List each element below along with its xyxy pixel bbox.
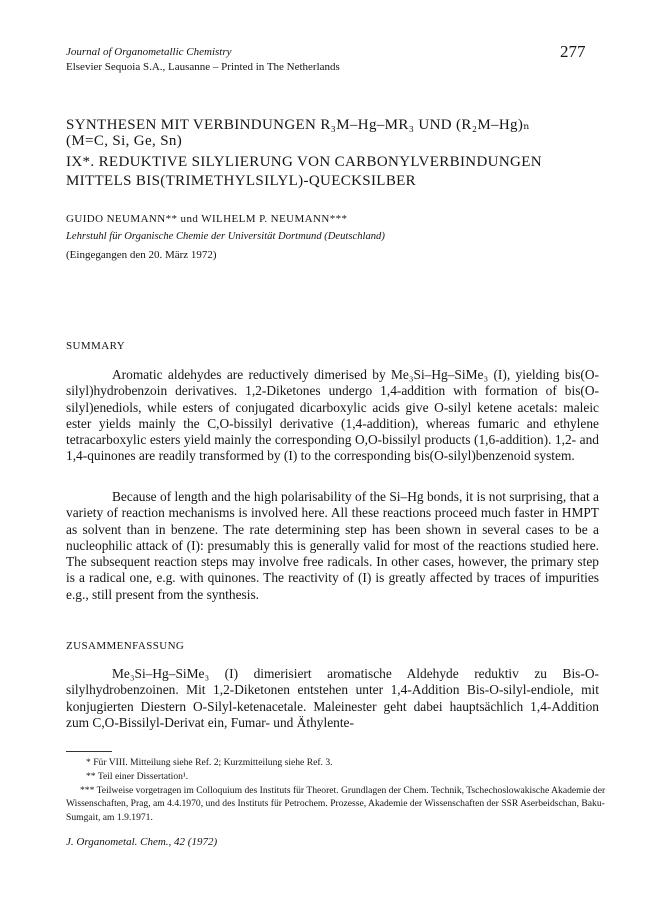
zusammenfassung-heading: ZUSAMMENFASSUNG [66,640,185,652]
title-line-2: (M=C, Si, Ge, Sn) [66,133,183,149]
page-number: 277 [560,42,586,61]
footnote-1: * Für VIII. Mitteilung siehe Ref. 2; Kurzmitteilung siehe Ref. 3. [86,757,333,768]
received-date: (Eingegangen den 20. März 1972) [66,249,217,261]
zusammenfassung-paragraph: Me₃Si–Hg–SiMe₃ (I) dimerisiert aromatische Aldehyde reduktiv zu Bis-O-silylhydrobenzoinen. Mit 1,2-Diketonen entstehen unter 1,4-Addition Bis-O-silyl-endiole, mit konjugierten Diestern O-Silyl-ketenacetale. Maleinester geht dabei hauptsächlich 1,4-Addition zum C,O-Bissilyl-Derivat ein, Fumar- und Äthylente- [66,666,599,730]
authors: GUIDO NEUMANN** und WILHELM P. NEUMANN*** [66,213,348,225]
footnote-2: ** Teil einer Dissertation¹. [86,771,189,782]
title-line-3: IX*. REDUKTIVE SILYLIERUNG VON CARBONYLVERBINDUNGEN [66,154,542,170]
summary-heading: SUMMARY [66,340,126,352]
summary-paragraph-2: Because of length and the high polarisability of the Si–Hg bonds, it is not surprising, that a variety of reaction mechanisms is involved here. All these reactions proceed much faster in HMPT as solvent than in benzene. The rate determining step has been shown in several cases to be a nucleophilic attack of (I): presumably this is generally valid for most of the reactions studied here. The subsequent reaction steps may involve free radicals. In other cases, however, the primary step is a radical one, e.g. with quinones. The reactivity of (I) is greatly affected by traces of impurities e.g., still present from the synthesis. [66,489,599,602]
title-line-1: SYNTHESEN MIT VERBINDUNGEN R₃M–Hg–MR₃ UND (R₂M–Hg)ₙ [66,117,531,133]
footnote-rule [66,751,112,752]
summary-paragraph-1: Aromatic aldehydes are reductively dimerised by Me₃Si–Hg–SiMe₃ (I), yielding bis(O-silyl)hydrobenzoin derivatives. 1,2-Diketones undergo 1,4-addition with formation of bis(O-silyl)enediols, while esters of conjugated dicarboxylic acids give O-silyl ketene acetals: maleic ester yields mainly the C,O-bissilyl derivative (1,4-addition), whereas fumaric and ethylene tetracarboxylic esters yield mainly the corresponding O,O-bissilyl products (1,6-addition). 1,2- and 1,4-quinones are readily transformed by (I) to the corresponding bis(O-silyl)benzenoid system. [66,367,599,464]
footnote-3: *** Teilweise vorgetragen im Colloquium des Instituts für Theoret. Grundlagen der Chem. Technik, Tschechoslowakische Akademie der Wissenschaften, Prag, am 4.4.1970, und des Instituts für Petrochem. Prozesse, Akademie der Wissenschaften der SSR Aserbeidschan, Baku-Sumgait, am 1.9.1971. [66,785,606,823]
publisher-line: Elsevier Sequoia S.A., Lausanne – Printed in The Netherlands [66,61,340,73]
affiliation: Lehrstuhl für Organische Chemie der Universität Dortmund (Deutschland) [66,231,385,242]
journal-name: Journal of Organometallic Chemistry [66,46,232,58]
title-line-4: MITTELS BIS(TRIMETHYLSILYL)-QUECKSILBER [66,173,417,189]
journal-citation-footer: J. Organometal. Chem., 42 (1972) [66,836,218,848]
